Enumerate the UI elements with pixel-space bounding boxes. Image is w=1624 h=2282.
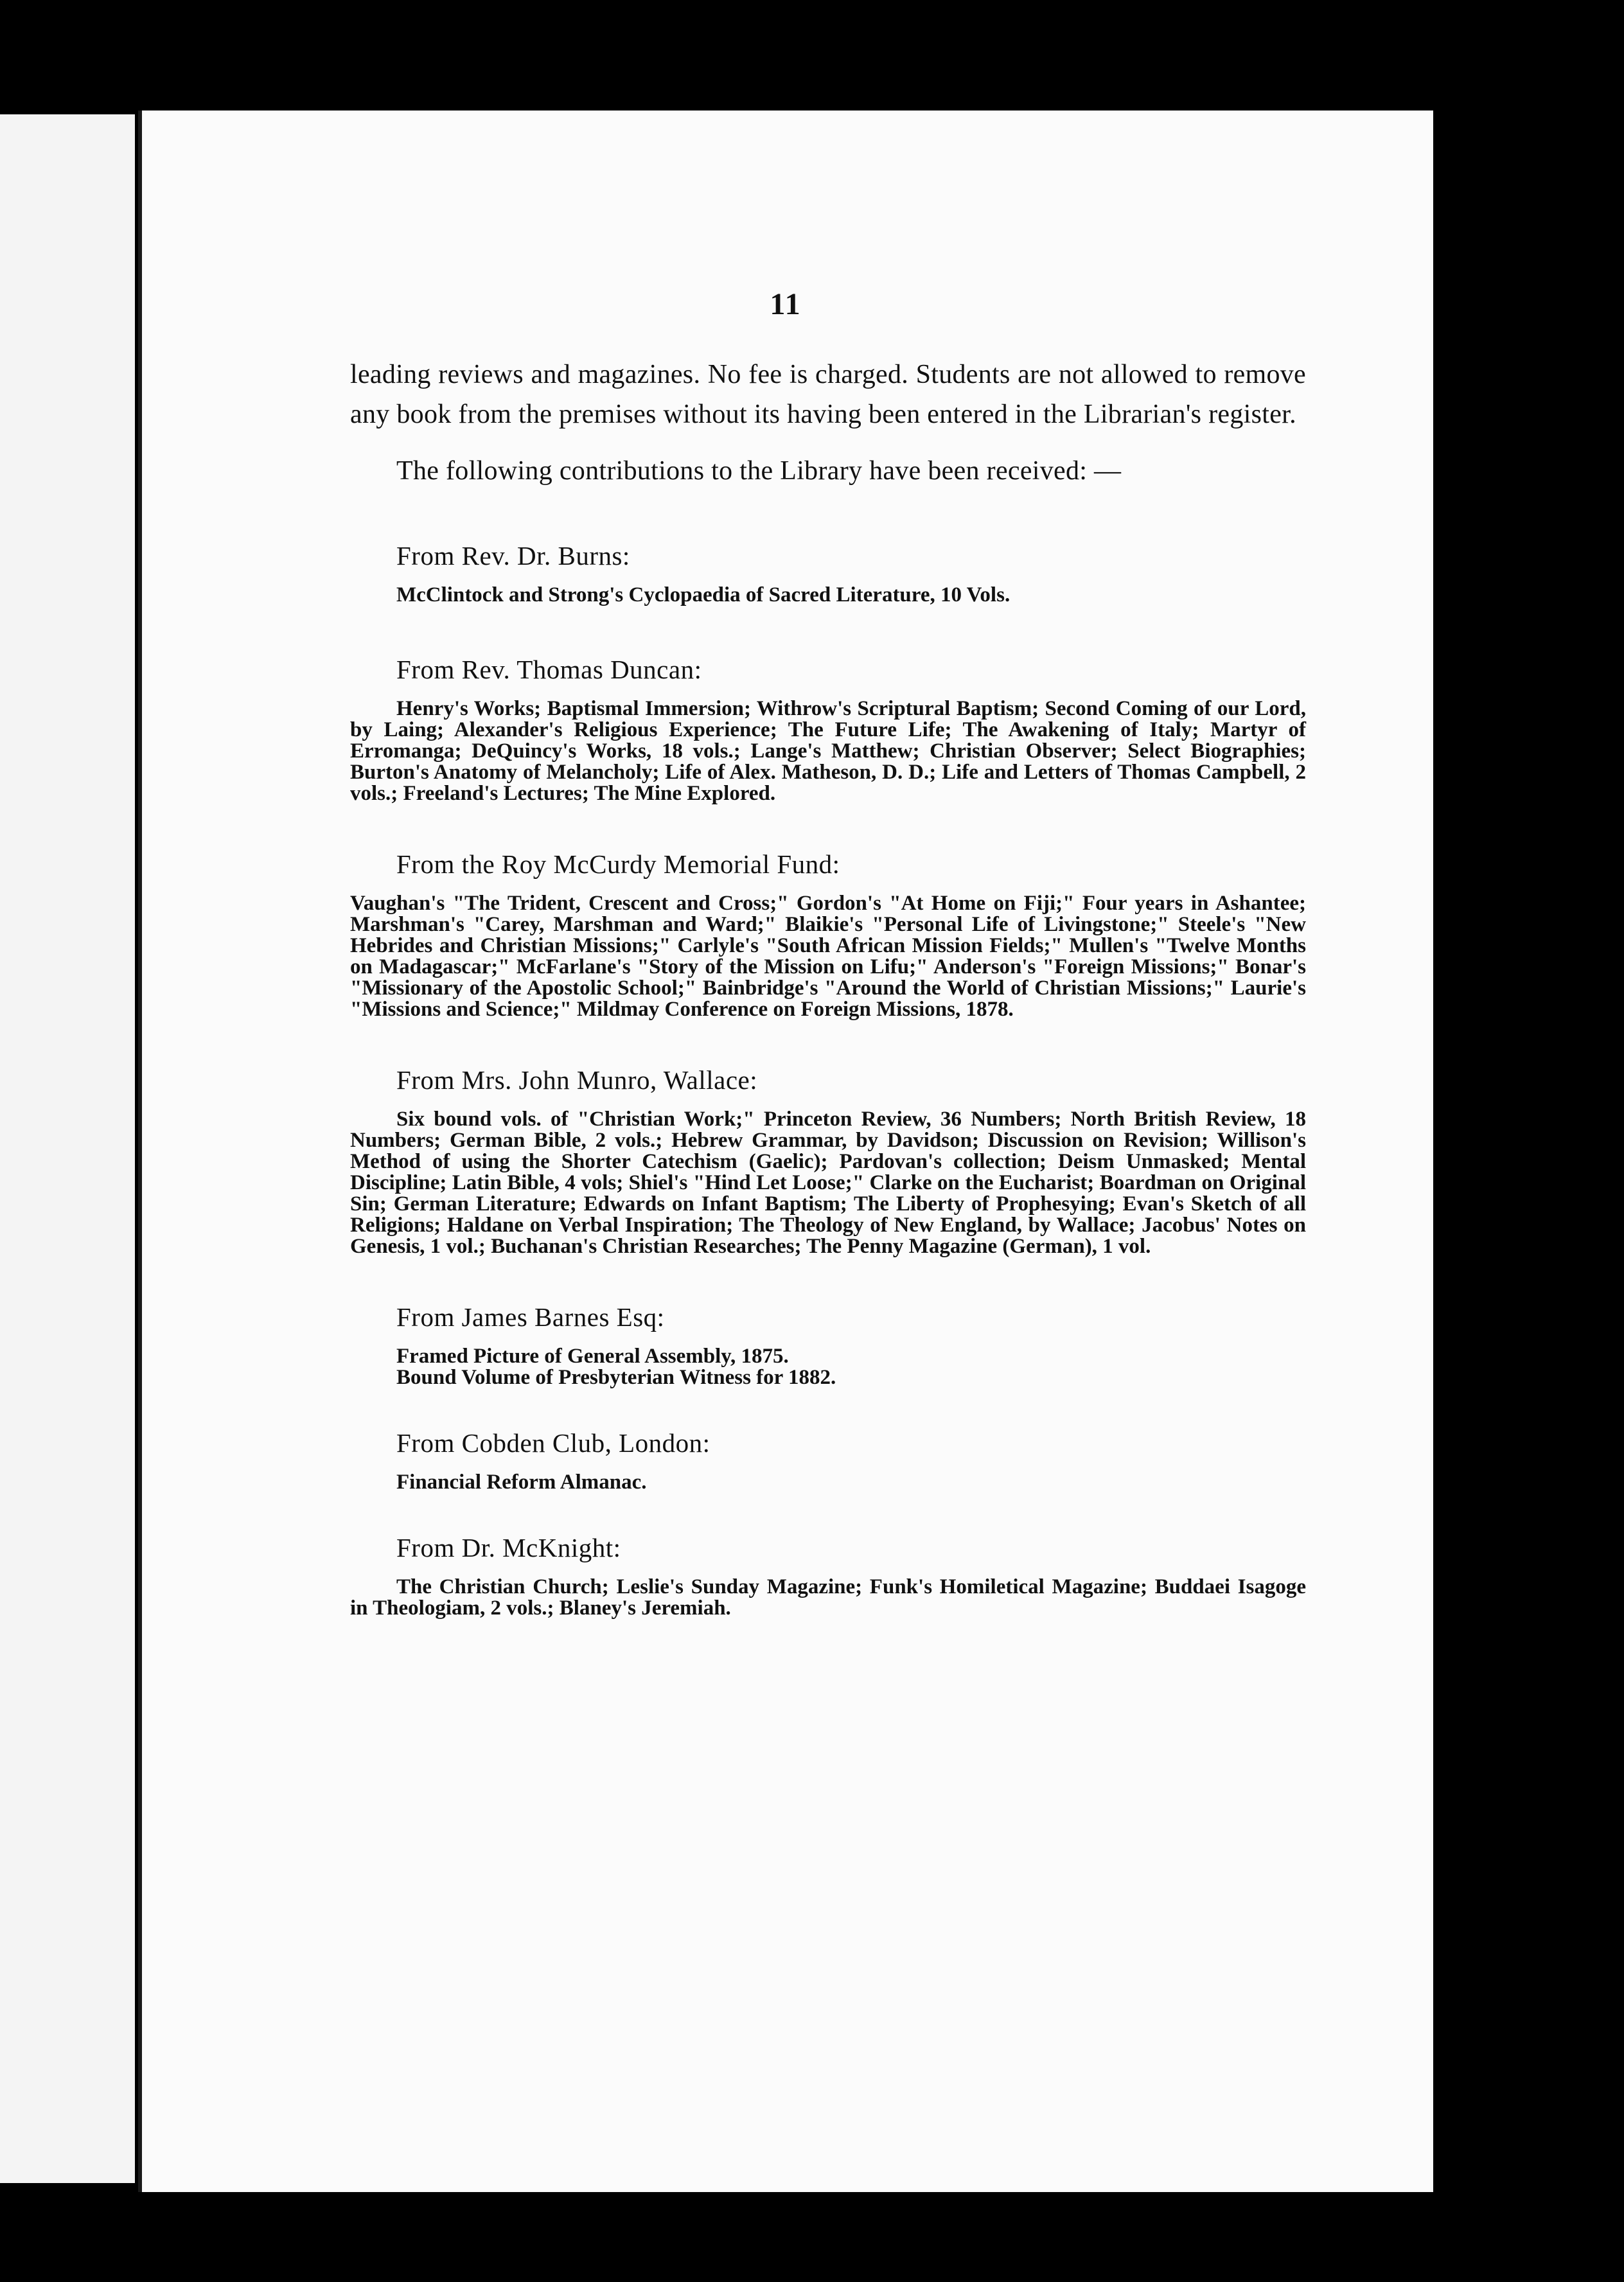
donor-items: Henry's Works; Baptismal Immersion; Withrow's Scriptural Baptism; Second Coming of our Lord, by Laing; Alexander's Religious Experience; The Future Life; The Awakening of Italy; Martyr of Erromanga; DeQuincy's Works, 18 vols.; Lange's Matthew; Christian Observer; Select Biographies; Burton's Anatomy of Melancholy; Life of Alex. Matheson, D. D.; Life and Letters of Thomas Campbell, 2 vols.; Freeland's Lectures; The Mine Explored. (350, 697, 1306, 805)
donor-section-burns (350, 538, 1306, 606)
donor-item-line: Bound Volume of Presbyterian Witness for 1882. (396, 1366, 836, 1389)
donor-item-line: Framed Picture of General Assembly, 1875. (396, 1345, 789, 1368)
donor-items: The Christian Church; Leslie's Sunday Magazine; Funk's Homiletical Magazine; Buddaei Isagoge in Theologiam, 2 vols.; Blaney's Jeremiah. (350, 1575, 1306, 1620)
donor-section-barnes (350, 1300, 1306, 1388)
donor-section-cobden-club (350, 1426, 1306, 1493)
donor-items: Six bound vols. of "Christian Work;" Princeton Review, 36 Numbers; North British Review, 18 Numbers; German Bible, 2 vols.; Hebrew Grammar, by Davidson; Discussion on Revision; Willison's Method of using the Shorter Catechism (Gaelic); Pardovan's collection; Deism Unmasked; Mental Discipline; Latin Bible, 4 vols; Shiel's "Hind Let Loose;" Clarke on the Eucharist; Boardman on Original Sin; German Literature; Edwards on Infant Baptism; The Liberty of Prophesying; Evan's Sketch of all Religions; Haldane on Verbal Inspiration; The Theology of New England, by Wallace; Jacobus' Notes on Genesis, 1 vol.; Buchanan's Christian Researches; The Penny Magazine (German), 1 vol. (350, 1108, 1306, 1258)
donor-heading: From James Barnes Esq: (396, 1302, 665, 1332)
facing-page-edge (0, 114, 135, 2183)
page-number: 11 (770, 287, 802, 321)
contributions-lead: The following contributions to the Library have been received: — (396, 456, 1122, 486)
page-content (350, 355, 1306, 1661)
donor-items: Financial Reform Almanac. (396, 1471, 647, 1494)
donor-items: McClintock and Strong's Cyclopaedia of Sacred Literature, 10 Vols. (396, 583, 1011, 606)
donor-section-munro (350, 1063, 1306, 1257)
document-page (138, 111, 1433, 2192)
intro-paragraph: leading reviews and magazines. No fee is charged. Students are not allowed to remove any book from the premises without its having been entered in the Librarian's register. (350, 360, 1306, 429)
donor-items (350, 1346, 1306, 1388)
donor-heading: From Rev. Thomas Duncan: (396, 655, 702, 684)
donor-section-mcknight (350, 1530, 1306, 1619)
donor-heading: From Dr. McKnight: (396, 1533, 621, 1562)
donor-section-mccurdy-fund (350, 847, 1306, 1020)
donor-heading: From Cobden Club, London: (396, 1428, 710, 1458)
donor-heading: From Mrs. John Munro, Wallace: (396, 1065, 758, 1095)
donor-heading: From the Roy McCurdy Memorial Fund: (396, 849, 840, 879)
donor-section-duncan (350, 652, 1306, 804)
donor-items: Vaughan's "The Trident, Crescent and Cross;" Gordon's "At Home on Fiji;" Four years in Ashantee; Marshman's "Carey, Marshman and Ward;" Blaikie's "Personal Life of Livingstone;" Steele's "New Hebrides and Christian Missions;" Carlyle's "South African Mission Fields;" Mullen's "Twelve Months on Madagascar;" McFarlane's "Story of the Mission on Lifu;" Anderson's "Foreign Missions;" Bonar's "Missionary of the Apostolic School;" Bainbridge's "Around the World of Christian Missions;" Laurie's "Missions and Science;" Mildmay Conference on Foreign Missions, 1878. (350, 892, 1306, 1021)
donor-heading: From Rev. Dr. Burns: (396, 541, 630, 570)
